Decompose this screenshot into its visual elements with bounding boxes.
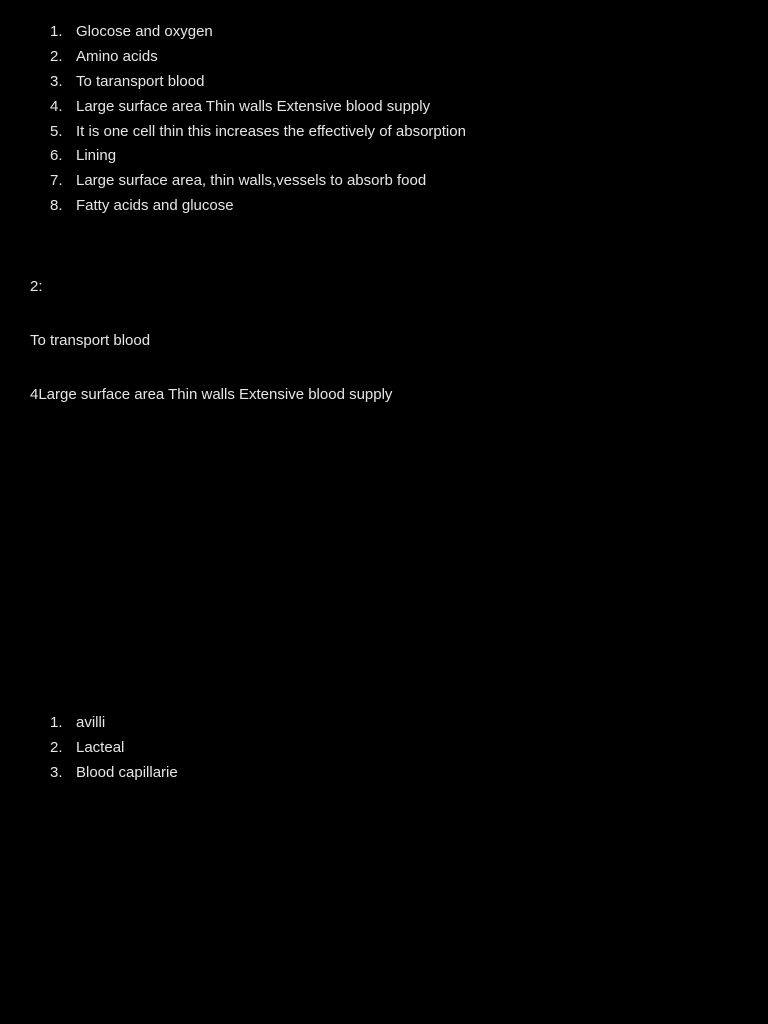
- list-item-number: 5.: [50, 122, 63, 140]
- list-item-text: Large surface area Thin walls Extensive blood supply: [76, 97, 431, 115]
- list-item-text: Blood capillarie: [76, 763, 178, 781]
- list-item-number: 3.: [50, 763, 63, 781]
- list-item-number: 7.: [50, 172, 63, 190]
- list-item-text: Lining: [76, 147, 117, 165]
- list-item-number: 4.: [50, 97, 63, 115]
- list-item-number: 8.: [50, 197, 63, 215]
- list-item-number: 3.: [50, 72, 63, 90]
- list-item-text: Large surface area, thin walls,vessels to absorb food: [76, 172, 427, 190]
- paragraph: 4Large surface area Thin walls Extensive blood supply: [30, 386, 393, 403]
- list-item-text: It is one cell thin this increases the effectively of absorption: [76, 122, 466, 140]
- list-item-text: To taransport blood: [76, 72, 205, 90]
- list-item-number: 6.: [50, 147, 63, 165]
- list-item-text: Amino acids: [76, 47, 158, 65]
- list-item-number: 2.: [50, 738, 63, 756]
- list-item-text: Glocose and oxygen: [76, 23, 213, 40]
- list-item-number: 1.: [50, 714, 63, 731]
- list-item-text: Lacteal: [76, 738, 125, 756]
- list-item-number: 1.: [50, 23, 63, 40]
- paragraph: 2:: [30, 278, 43, 295]
- paragraph: To transport blood: [30, 332, 151, 349]
- list-item-number: 2.: [50, 47, 63, 65]
- list-item-text: Fatty acids and glucose: [76, 197, 234, 215]
- list-item-text: avilli: [76, 714, 106, 731]
